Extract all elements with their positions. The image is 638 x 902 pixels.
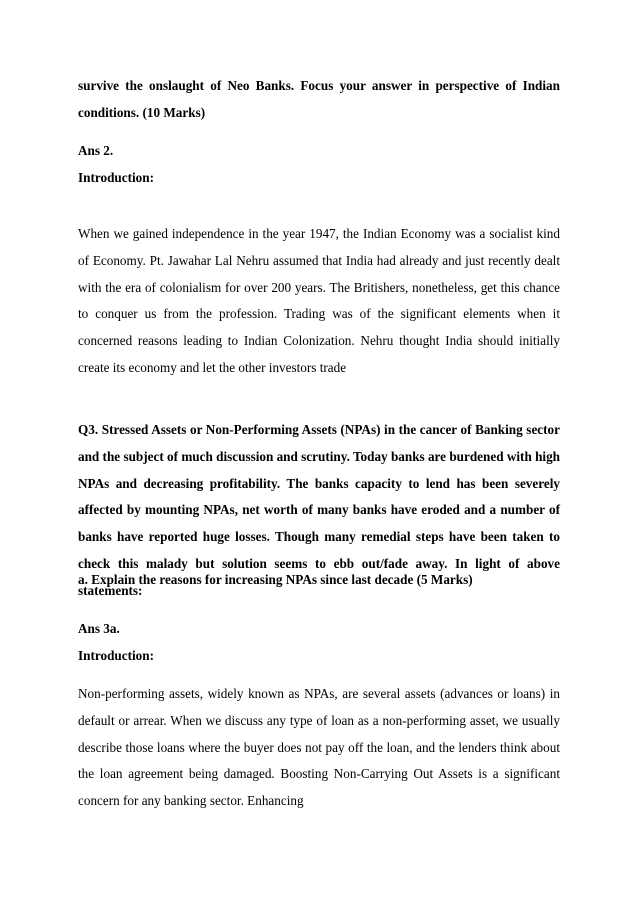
answer-2-header	[78, 138, 560, 192]
question-3-text: Q3. Stressed Assets or Non-Performing Assets (NPAs) in the cancer of Banking sector and the subject of much discussion and scrutiny. Today banks are burdened with high NPAs and decreasing profitability. The banks capacity to lend has been severely affected by mounting NPAs, net worth of many banks have eroded and a number of banks have reported huge losses. Though many remedial steps have been taken to check this malady but solution seems to ebb out/fade away. In light of above statements:	[78, 422, 560, 598]
question-2-text: survive the onslaught of Neo Banks. Focus your answer in perspective of Indian conditions. (10 Marks)	[78, 78, 560, 120]
answer-3a-label: Ans 3a.	[78, 621, 120, 636]
answer-3a-intro-heading: Introduction:	[78, 647, 154, 663]
answer-3a-paragraph: Non-performing assets, widely known as NPAs, are several assets (advances or loans) in default or arrear. When we discuss any type of loan as a non-performing asset, we usually describe those loans where the buyer does not pay off the loan, and the lenders think about the loan agreement being damaged. Boosting Non-Carrying Out Assets is a significant concern for any banking sector. Enhancing	[78, 686, 560, 809]
answer-2-body	[78, 221, 560, 382]
answer-2-label: Ans 2.	[78, 143, 114, 158]
question-3a	[78, 567, 560, 594]
answer-2-paragraph: When we gained independence in the year 1947, the Indian Economy was a socialist kind of Economy. Pt. Jawahar Lal Nehru assumed that India had already and just recently dealt with the era of colonialism for over 200 years. The Britishers, nonetheless, get this chance to conquer us from the profession. Trading was of the significant elements when it concerned reasons leading to Indian Colonization. Nehru thought India should initially create its economy and let the other investors trade	[78, 226, 560, 375]
question-3a-text: a. Explain the reasons for increasing NPAs since last decade (5 Marks)	[78, 572, 473, 587]
answer-3a-header	[78, 616, 560, 670]
question-2-continuation	[78, 73, 560, 127]
answer-2-intro-heading: Introduction:	[78, 169, 154, 185]
answer-3a-body	[78, 681, 560, 815]
